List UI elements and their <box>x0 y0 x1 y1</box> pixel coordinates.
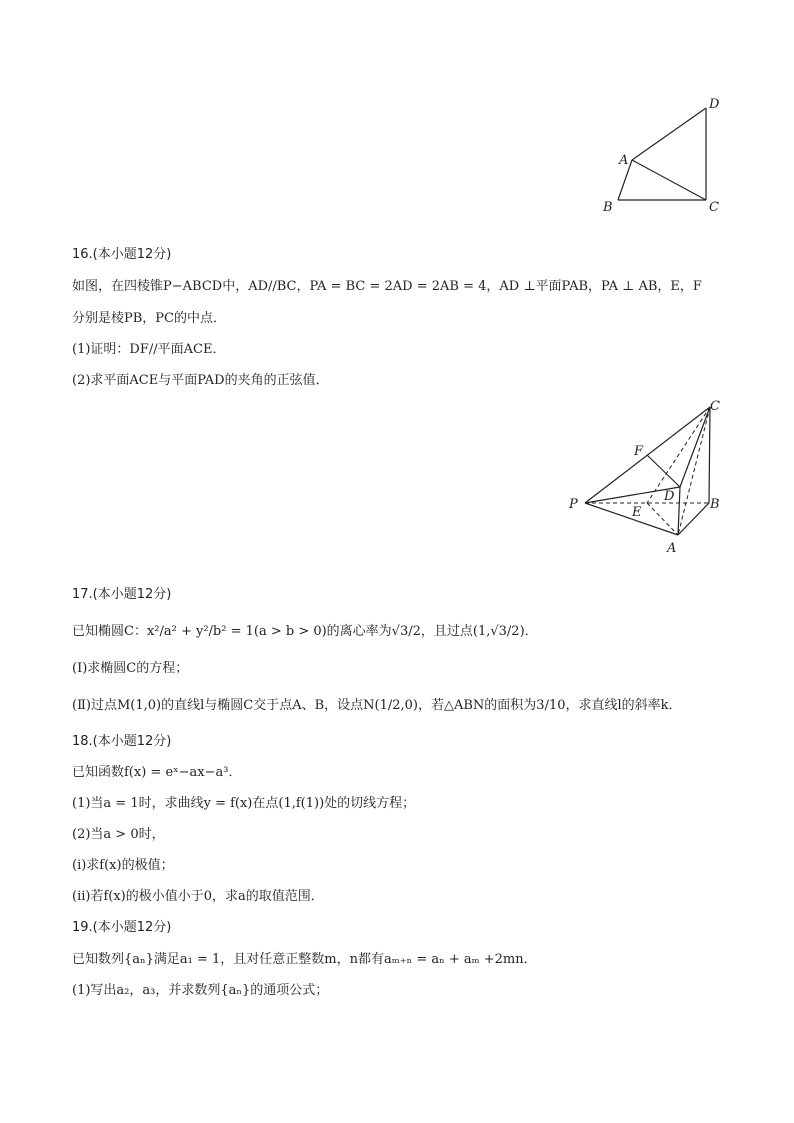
q18-part2-ii: (ⅱ)若f(x)的极小值小于0，求a的取值范围． <box>72 889 324 904</box>
hidden-ca <box>678 407 710 535</box>
label-f: F <box>634 444 644 459</box>
q17-header: 17.(本小题12分) <box>72 587 172 602</box>
q17-stem: 已知椭圆C：x²/a² + y²/b² = 1(a > b > 0)的离心率为√3/2，且过点(1,√3/2)． <box>72 624 538 639</box>
q19-part1: (1)写出a₂，a₃，并求数列{aₙ}的通项公式； <box>72 983 329 998</box>
edge-ad <box>678 487 680 535</box>
q19-header: 19.(本小题12分) <box>72 920 172 935</box>
label-b: B <box>603 200 613 215</box>
q18-stem: 已知函数f(x) = eˣ−ax−a³． <box>72 765 242 780</box>
label-b: B <box>710 497 720 512</box>
figure-pyramid-pabcd <box>560 392 740 560</box>
q16-stem-line2: 分别是棱PB，PC的中点． <box>72 311 226 326</box>
q18-part2: (2)当a > 0时， <box>72 827 165 842</box>
label-a: A <box>619 153 629 168</box>
segment-ac <box>632 160 706 200</box>
q16-stem-line1: 如图，在四棱锥P−ABCD中，AD//BC，PA = BC = 2AD = 2AB = 4，AD ⊥平面PAB，PA ⊥ AB，E，F <box>72 279 702 294</box>
q18-part1: (1)当a = 1时，求曲线y = f(x)在点(1,f(1))处的切线方程； <box>72 796 416 811</box>
figure-quadrilateral-abcd <box>595 90 735 220</box>
q16-part1: (1)证明：DF//平面ACE． <box>72 342 226 357</box>
label-d: D <box>664 489 675 504</box>
label-p: P <box>569 497 578 512</box>
hidden-ce <box>647 407 710 503</box>
segment-da <box>632 108 706 160</box>
label-c: C <box>710 399 720 414</box>
q17-part1: (Ⅰ)求椭圆C的方程； <box>72 661 189 676</box>
edge-ab <box>678 503 709 535</box>
q18-part2-i: (ⅰ)求f(x)的极值； <box>72 858 174 873</box>
label-c: C <box>709 200 719 215</box>
q16-header: 16.(本小题12分) <box>72 247 172 262</box>
q18-header: 18.(本小题12分) <box>72 734 172 749</box>
q16-part2: (2)求平面ACE与平面PAD的夹角的正弦值． <box>72 373 329 388</box>
edge-cb <box>709 407 710 503</box>
q17-part2: (Ⅱ)过点M(1,0)的直线l与椭圆C交于点A、B，设点N(1/2,0)，若△ABN的面积为3/10，求直线l的斜率k． <box>72 698 682 713</box>
label-d: D <box>709 97 720 112</box>
label-a: A <box>667 541 677 556</box>
q19-stem: 已知数列{aₙ}满足a₁ = 1，且对任意正整数m，n都有aₘ₊ₙ = aₙ + aₘ +2mn． <box>72 952 537 967</box>
label-e: E <box>632 505 642 520</box>
